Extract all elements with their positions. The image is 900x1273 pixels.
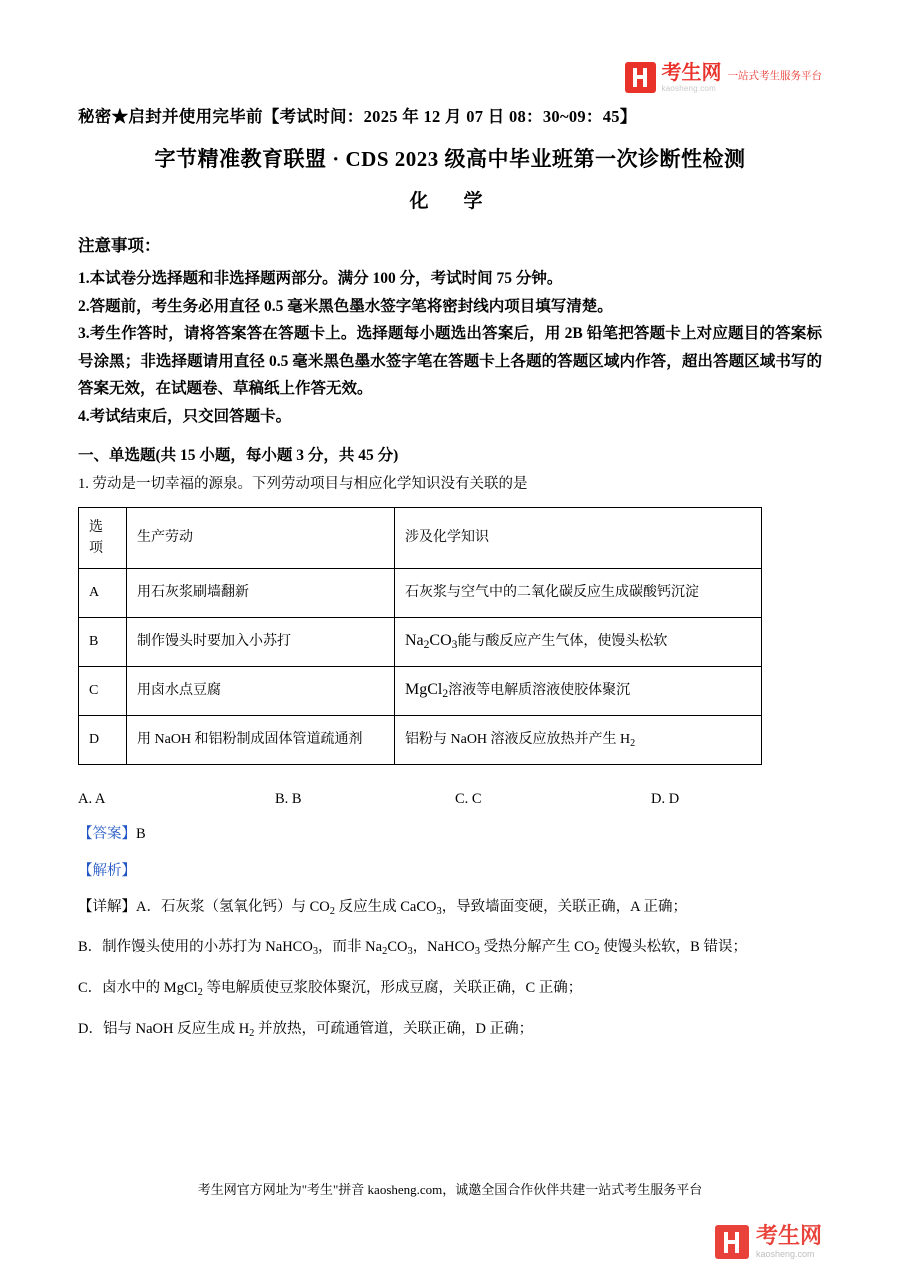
table-row	[79, 666, 762, 715]
answer-choices	[78, 791, 822, 808]
answer-label: 【答案】	[78, 825, 136, 842]
choice-d[interactable]: D. D	[651, 790, 680, 807]
row-a-labor: 用石灰浆刷墙翻新	[127, 568, 395, 617]
brand-name: 考生网	[755, 1223, 822, 1248]
document-content	[78, 232, 822, 1043]
kaosheng-logo-icon	[715, 1225, 749, 1259]
row-b-knowledge: $Na_2CO_3$能与酸反应产生气体，使馒头松软	[395, 617, 762, 666]
brand-domain: kaosheng.com	[661, 84, 716, 93]
subject-title: 化 学	[409, 191, 491, 212]
detail-label: 【详解】	[78, 898, 136, 915]
brand-domain: kaosheng.com	[755, 1249, 815, 1259]
secret-exam-time-line: 秘密★启封并使用完毕前【考试时间：2025 年 12 月 07 日 08：30~09：45】	[78, 107, 637, 126]
detail-paragraph-b: B．制作馒头使用的小苏打为 NaHCO$_3$，而非 $Na_2CO_3$，NaHCO$_3$ 受热分解产生 $CO_2$ 使馒头松软，B 错误；	[78, 939, 747, 958]
brand-slogan: 一站式考生服务平台	[727, 70, 822, 82]
row-b-knowledge-text: 能与酸反应产生气体，使馒头松软	[457, 633, 668, 649]
table-header-option: 选项	[79, 507, 127, 568]
row-a-knowledge: 石灰浆与空气中的二氧化碳反应生成碳酸钙沉淀	[395, 568, 762, 617]
section-heading: 一、单选题(共 15 小题，每小题 3 分，共 45 分)	[78, 447, 399, 465]
notice-item-2: 2.答题前，考生务必用直径 0.5 毫米黑色墨水签字笔将密封线内项目填写清楚。	[78, 297, 613, 315]
row-d-labor: 用 NaOH 和铝粉制成固体管道疏通剂	[127, 715, 395, 764]
brand-logo-footer	[715, 1225, 822, 1259]
answer-value: B	[136, 825, 146, 842]
row-b-option: B	[79, 617, 127, 666]
row-c-knowledge: MgCl$_2$溶液等电解质溶液使胶体聚沉	[395, 666, 762, 715]
analysis-label: 【解析】	[78, 862, 136, 879]
row-c-labor: 用卤水点豆腐	[127, 666, 395, 715]
brand-name: 考生网	[661, 62, 722, 84]
footer-note: 考生网官方网址为"考生"拼音 kaosheng.com，诚邀全国合作伙伴共建一站式考生服务平台	[197, 1182, 703, 1197]
table-row	[79, 568, 762, 617]
detail-paragraph-d: D．铝与 NaOH 反应生成 $H_2$ 并放热，可疏通管道，关联正确，D 正确；	[78, 1021, 534, 1040]
choice-b[interactable]: B. B	[275, 790, 302, 807]
row-c-knowledge-text: 溶液等电解质溶液使胶体聚沉	[448, 682, 631, 698]
kaosheng-logo-icon	[625, 62, 656, 93]
detail-paragraph-a: 【详解】A．石灰浆（氢氧化钙）与 $CO_2$ 反应生成 CaCO$_3$，导致墙面变硬，关联正确，A 正确；	[78, 898, 687, 917]
table-header-row	[79, 507, 762, 568]
row-a-option: A	[79, 568, 127, 617]
notice-item-3: 3.考生作答时，请将答案答在答题卡上。选择题每小题选出答案后，用 2B 铅笔把答题卡上对应题目的答案标号涂黑；非选择题请用直径 0.5 毫米黑色墨水签字笔在答题卡上各题的答题区域内作答，超出答题区域书写的答案无效，在试题卷、草稿纸上作答无效。	[78, 325, 822, 398]
notice-item-4: 4.考试结束后，只交回答题卡。	[78, 407, 292, 425]
row-b-labor: 制作馒头时要加入小苏打	[127, 617, 395, 666]
question-stem: 1. 劳动是一切幸福的源泉。下列劳动项目与相应化学知识没有关联的是	[78, 476, 528, 493]
notice-item-1: 1.本试卷分选择题和非选择题两部分。满分 100 分，考试时间 75 分钟。	[78, 270, 563, 287]
choice-a[interactable]: A. A	[78, 790, 106, 807]
detail-paragraph-c: C．卤水中的 MgCl$_2$ 等电解质使豆浆胶体聚沉，形成豆腐，关联正确，C 正确；	[78, 980, 583, 999]
row-c-option: C	[79, 666, 127, 715]
table-header-knowledge: 涉及化学知识	[395, 507, 762, 568]
notice-heading: 注意事项：	[78, 236, 161, 255]
table-header-labor: 生产劳动	[127, 507, 395, 568]
answer-line	[78, 822, 822, 843]
row-d-option: D	[79, 715, 127, 764]
question-option-table	[78, 507, 762, 765]
row-d-knowledge: 铝粉与 NaOH 溶液反应放热并产生 $H_2$	[395, 715, 762, 764]
table-row	[79, 715, 762, 764]
choice-c[interactable]: C. C	[455, 790, 482, 807]
page-title: 字节精准教育联盟 · CDS 2023 级高中毕业班第一次诊断性检测	[154, 147, 746, 171]
brand-logo-header	[625, 62, 823, 93]
table-row	[79, 617, 762, 666]
